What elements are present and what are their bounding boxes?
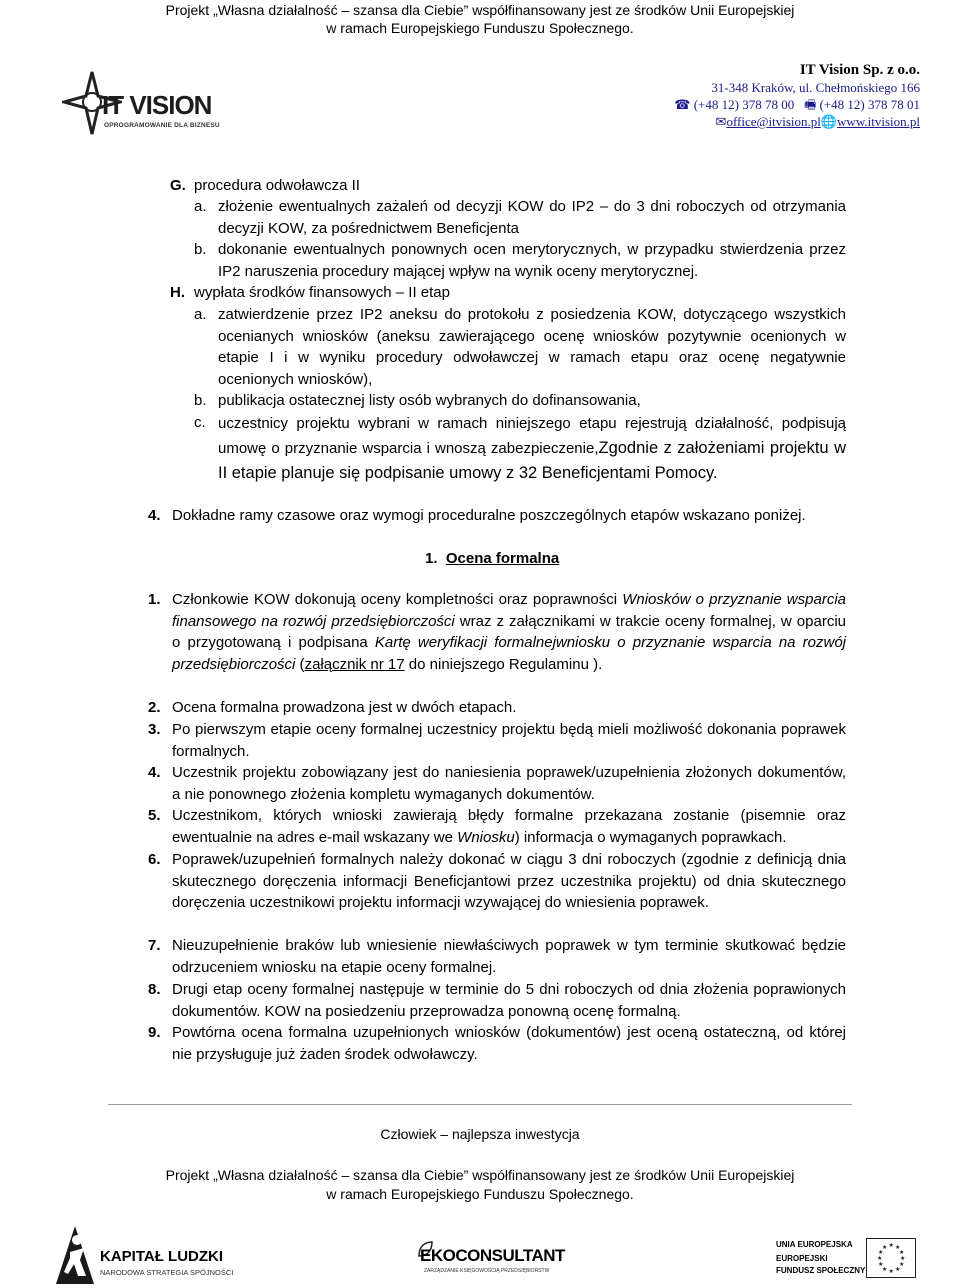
- section-h-item-c-label: c.: [194, 414, 206, 431]
- ekoconsultant-logo: [418, 1238, 565, 1278]
- company-address: 31-348 Kraków, ul. Chełmońskiego 166: [711, 80, 920, 95]
- kapital-ludzki-logo: [56, 1226, 256, 1284]
- ocena-item-4-label: 4.: [148, 764, 161, 781]
- section-h-item-a-label: a.: [194, 306, 207, 323]
- company-phone: (+48 12) 378 78 00: [693, 97, 795, 112]
- ocena-item-9: Powtórna ocena formalna uzupełnionych wniosków (dokumentów) jest oceną ostateczną, od której nie przysługuje już żaden środek odwoławczy.: [172, 1024, 846, 1063]
- ocena-item-6-label: 6.: [148, 851, 161, 868]
- section-h-label: H.: [170, 284, 185, 301]
- section-g-item-a-label: a.: [194, 198, 207, 215]
- section-g-item-b: dokonanie ewentualnych ponownych ocen merytorycznych, w przypadku stwierdzenia przez IP2 naruszenia procedury mającej wpływ na wynik oceny merytorycznej.: [218, 241, 846, 280]
- ocena-item-5-t1: Uczestnikom, których wnioski zawierają błędy formalne przekazana zostanie (pisemnie oraz ewentualnie na adres e-mail wskazany we: [172, 807, 846, 846]
- mail-icon: ✉: [715, 114, 727, 129]
- eu-flag-icon: [866, 1238, 916, 1278]
- company-email[interactable]: office@itvision.pl: [726, 114, 821, 129]
- logo-sub: OPROGRAMOWANIE DLA BIZNESU: [104, 122, 220, 129]
- ocena-item-6: Poprawek/uzupełnień formalnych należy dokonać w ciągu 3 dni roboczych (zgodnie z definicją dnia skutecznego doręczenia informacji Beneficjantowi przez uczestnika projektu) od dnia skutecznego doręczenia uczestnikowi projektu informacji wzywającej do wniesienia poprawek.: [172, 851, 846, 911]
- header-project-line1: Projekt „Własna działalność – szansa dla Ciebie” współfinansowany jest ze środków Unii Europejskiej: [165, 2, 795, 18]
- ocena-item-2: Ocena formalna prowadzona jest w dwóch etapach.: [172, 699, 517, 716]
- ocena-item-4: Uczestnik projektu zobowiązany jest do naniesienia poprawek/uzupełnienia złożonych dokumentów, a nie ponownego złożenia kompletu wymaganych dokumentów.: [172, 764, 846, 803]
- svg-text:★: ★: [899, 1249, 905, 1256]
- section-g-label: G.: [170, 177, 186, 194]
- ocena-heading: [425, 548, 559, 570]
- ocena-heading-number: 1.: [425, 550, 438, 567]
- svg-text:★: ★: [900, 1255, 906, 1262]
- ocena-item-9-label: 9.: [148, 1024, 161, 1041]
- company-contact: [640, 113, 920, 130]
- ocena-item-5-t2: Wniosku: [457, 828, 515, 846]
- point-4-text: Dokładne ramy czasowe oraz wymogi proceduralne poszczególnych etapów wskazano poniżej.: [172, 507, 806, 524]
- svg-text:★: ★: [882, 1266, 888, 1273]
- footer-project-line1: Projekt „Własna działalność – szansa dla Ciebie” współfinansowany jest ze środków Unii Europejskiej: [165, 1167, 795, 1183]
- ocena-item-1-t6: załącznik nr 17: [304, 655, 405, 673]
- header-project-line2: w ramach Europejskiego Funduszu Społecznego.: [326, 20, 634, 36]
- svg-text:★: ★: [877, 1255, 883, 1262]
- ocena-item-5: [172, 805, 846, 848]
- ocena-item-8: Drugi etap oceny formalnej następuje w terminie do 5 dni roboczych od dnia złożenia poprawionych dokumentów. KOW na posiedzeniu przeprowadza ponowną ocenę formalną.: [172, 981, 846, 1020]
- section-g-title: procedura odwoławcza II: [194, 177, 360, 194]
- ocena-item-3: Po pierwszym etapie oceny formalnej uczestnicy projektu będą mieli możliwość dokonania poprawek formalnych.: [172, 721, 846, 760]
- ekoconsultant-title: EKOCONSULTANT: [420, 1246, 565, 1265]
- kapital-ludzki-sub: NARODOWA STRATEGIA SPÓJNOŚCI: [100, 1268, 234, 1277]
- eu-line1: UNIA EUROPEJSKA: [776, 1240, 853, 1249]
- section-h-title: wypłata środków finansowych – II etap: [194, 284, 450, 301]
- section-h-item-c-part1: uczestnicy projektu wybrani w ramach niniejszego etapu rejestrują działalność, podpisują umowę o przyznanie wsparcia i wnoszą zabezpieczenie,: [218, 415, 846, 457]
- ocena-item-7-label: 7.: [148, 937, 161, 954]
- it-vision-logo: [62, 68, 262, 138]
- ocena-item-5-t3: ) informacja o wymaganych poprawkach.: [514, 828, 787, 846]
- svg-text:★: ★: [895, 1266, 901, 1273]
- eu-line3: FUNDUSZ SPOŁECZNY: [776, 1266, 866, 1275]
- ocena-item-1-t5: (: [295, 655, 305, 673]
- svg-text:★: ★: [888, 1268, 894, 1275]
- kapital-ludzki-title: KAPITAŁ LUDZKI: [100, 1248, 224, 1265]
- ocena-item-5-label: 5.: [148, 807, 161, 824]
- ocena-item-1-t2: Wniosków o przyznanie wsparcia finansowego na rozwój przedsiębiorczości: [172, 591, 846, 630]
- company-info: [640, 62, 920, 130]
- ocena-heading-title: Ocena formalna: [445, 550, 560, 567]
- svg-text:★: ★: [895, 1244, 901, 1251]
- company-website[interactable]: www.itvision.pl: [837, 114, 920, 129]
- ocena-item-3-label: 3.: [148, 721, 161, 738]
- section-h-item-b-label: b.: [194, 392, 207, 409]
- phone-icon: ☎: [674, 97, 691, 112]
- eu-logo: [776, 1236, 916, 1284]
- section-h-item-a: zatwierdzenie przez IP2 aneksu do protokołu z posiedzenia KOW, dotyczącego wszystkich ocenianych wniosków (aneksu zawierającego ocenę wniosków pozytywnie ocenionych w etapie I i w wyniku procedury odwoławczej w ramach etapu oraz ocenę negatywnie ocenionych wniosków),: [218, 306, 846, 388]
- svg-text:★: ★: [899, 1261, 905, 1268]
- section-h-item-c: [218, 412, 846, 486]
- ocena-item-1-t4: Kartę weryfikacji formalnejwniosku o przyznanie wsparcia na rozwój przedsiębiorczości: [172, 634, 847, 673]
- ocena-item-1: [172, 589, 846, 675]
- company-name: IT Vision Sp. z o.o.: [799, 62, 920, 78]
- eu-line2: EUROPEJSKI: [776, 1254, 828, 1263]
- footer-divider: [108, 1104, 852, 1105]
- ocena-item-1-t3: wraz z załącznikami w trakcie oceny formalnej, w oparciu o przygotowaną i podpisana: [172, 612, 846, 651]
- footer-project-line2: w ramach Europejskiego Funduszu Społecznego.: [326, 1186, 634, 1202]
- company-fax: (+48 12) 378 78 01: [819, 97, 920, 112]
- section-h-item-c-part2: Zgodnie z założeniami projektu w II etapie planuje się podpisanie umowy z 32 Beneficjentami Pomocy.: [218, 439, 846, 482]
- kapital-ludzki-figure-icon: [56, 1226, 94, 1284]
- point-4-label: 4.: [148, 507, 161, 524]
- globe-icon: 🌐: [820, 114, 838, 129]
- ocena-item-1-label: 1.: [148, 591, 161, 608]
- ekoconsultant-sub: ZARZĄDZANIE KSIĘGOWOŚCIĄ PRZEDSIĘBIORSTW: [424, 1268, 550, 1274]
- ocena-item-7: Nieuzupełnienie braków lub wniesienie niewłaściwych poprawek w tym terminie skutkować będzie odrzuceniem wniosku na etapie oceny formalnej.: [172, 937, 846, 976]
- svg-text:★: ★: [888, 1242, 894, 1249]
- svg-text:★: ★: [878, 1261, 884, 1268]
- ocena-item-1-t1: Członkowie KOW dokonują oceny kompletności oraz poprawności: [172, 591, 623, 608]
- logo-text: IT VISION: [102, 90, 212, 120]
- section-g-item-a: złożenie ewentualnych zażaleń od decyzji KOW do IP2 – do 3 dni roboczych od otrzymania decyzji KOW, za pośrednictwem Beneficjenta: [218, 198, 846, 237]
- ocena-item-8-label: 8.: [148, 981, 161, 998]
- svg-text:★: ★: [882, 1244, 888, 1251]
- ocena-item-1-t7: do niniejszego Regulaminu ).: [404, 655, 603, 673]
- footer-slogan: Człowiek – najlepsza inwestycja: [380, 1126, 580, 1142]
- section-g-item-b-label: b.: [194, 241, 207, 258]
- fax-icon: 🖷: [803, 97, 817, 112]
- svg-text:★: ★: [878, 1249, 884, 1256]
- ocena-item-2-label: 2.: [148, 699, 161, 716]
- section-h-item-b: publikacja ostatecznej listy osób wybranych do dofinansowania,: [218, 392, 641, 409]
- company-phones: [640, 96, 920, 113]
